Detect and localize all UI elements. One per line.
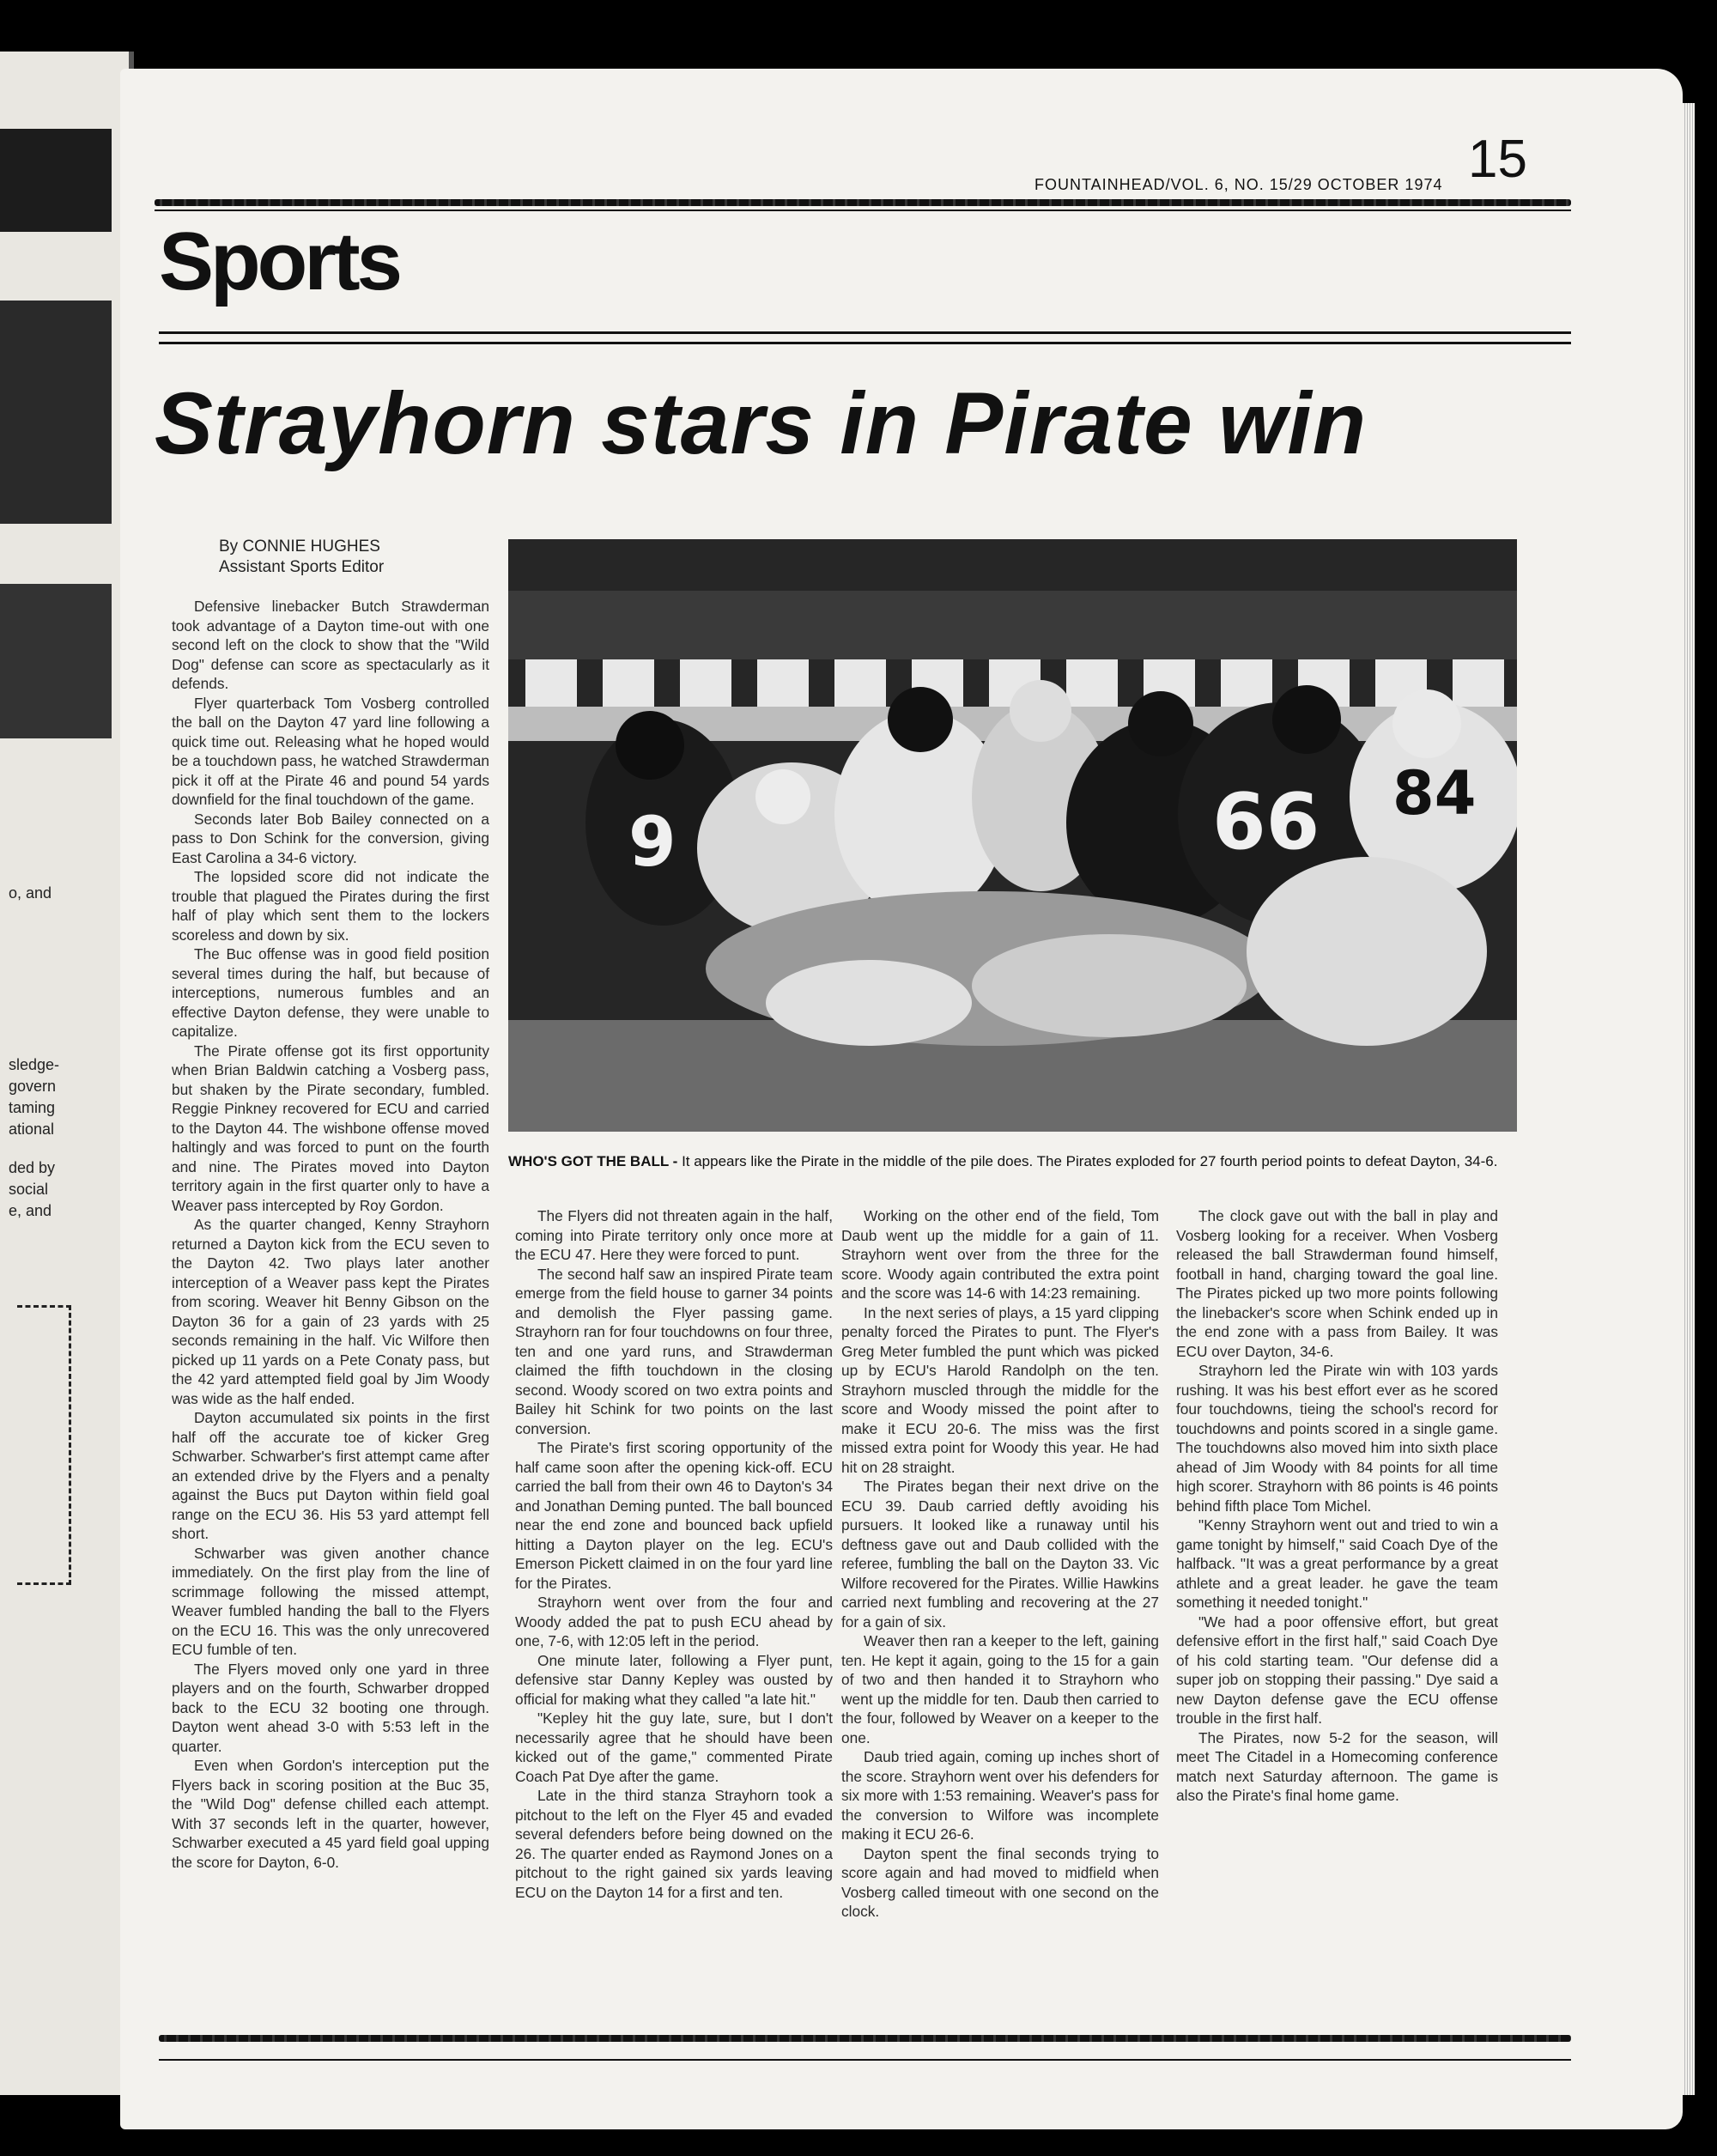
paragraph: Dayton accumulated six points in the first half off the accurate toe of kicker Greg Schwarber. Schwarber's first attempt came after an extended drive by the Flyers and a penalty against the Bucs put Dayton within field goal range on the ECU 36. His 53 yard attempt fell short. [172, 1409, 489, 1542]
footer-rule-thin [159, 2059, 1571, 2061]
svg-text:84: 84 [1392, 758, 1477, 829]
footer-rule [159, 2035, 1571, 2042]
publication-line: FOUNTAINHEAD/VOL. 6, NO. 15/29 OCTOBER 1974 [1034, 176, 1443, 193]
facing-page-photo-fragment [0, 129, 112, 232]
facing-page-photo-fragment [0, 584, 112, 738]
paragraph: Late in the third stanza Strayhorn took a pitchout to the left on the Flyer 45 and evaded several defenders before being downed on the 26. The quarter ended as Raymond Jones on a pitchout to the right gained six yards leaving ECU on the Dayton 14 for a first and ten. [515, 1787, 833, 1901]
paragraph: The second half saw an inspired Pirate team emerge from the field house to garner 34 points and demolish the Flyer passing game. Strayhorn ran for four touchdowns on four three, ten and one yard runs, and Strawderman claimed the fifth touchdown in the closing second. Woody scored on two extra points and Bailey hit Schink for two points on the last conversion. [515, 1265, 833, 1437]
paragraph: Weaver then ran a keeper to the left, gaining ten. He kept it again, going to the 15 for a gain of two and then handed it to Strayhorn who went up the middle for ten. Daub then carried to the four, followed by Weaver on a keeper to the one. [841, 1632, 1159, 1746]
section-title: Sports [159, 216, 400, 307]
facing-page-text: sledge- [9, 1056, 60, 1073]
paragraph: "Kepley hit the guy late, sure, but I don't necessarily agree that he should have been kicked out of the game," commented Pirate Coach Pat Dye after the game. [515, 1710, 833, 1785]
byline-author: By CONNIE HUGHES [219, 537, 380, 556]
paragraph: Daub tried again, coming up inches short of the score. Strayhorn went over his defenders for six more with 1:53 remaining. Weaver's pass for the conversion to Wilfore was incomplete making it ECU 26-6. [841, 1748, 1159, 1843]
header-rule [155, 199, 1571, 206]
article-column-1 [172, 597, 489, 1872]
facing-page-text: e, and [9, 1202, 52, 1219]
paragraph: One minute later, following a Flyer punt, defensive star Danny Kepley was ousted by official for making what they called "a late hit." [515, 1651, 833, 1708]
paragraph: The Flyers did not threaten again in the half, coming into Pirate territory only once more at the ECU 47. Here they were forced to punt. [515, 1207, 833, 1263]
paragraph: The Pirate's first scoring opportunity of the half came soon after the opening kick-off. ECU carried the ball from their own 46 to Dayton's 34 and Jonathan Deming punted. The ball bounced near the end zone and bounced back upfield hitting a Dayton player on the leg. ECU's Emerson Pickett claimed in on the four yard line for the Pirates. [515, 1439, 833, 1592]
photo-caption [508, 1152, 1521, 1171]
paragraph: The Pirates, now 5-2 for the season, will meet The Citadel in a Homecoming conference match next Saturday afternoon. The game is also the Pirate's final home game. [1176, 1728, 1498, 1804]
article-column-3 [841, 1206, 1159, 1922]
page-stack-edge [1683, 103, 1695, 2095]
section-rule [159, 331, 1571, 334]
paragraph: "We had a poor offensive effort, but great defensive effort in the first half," said Coach Dye of his cold starting team. "Our defense did a super job on stopping their passing." Dye said a new Dayton defense gave the ECU offense trouble in the first half. [1176, 1612, 1498, 1727]
paragraph: The lopsided score did not indicate the trouble that plagued the Pirates during the first half of play which sent them to the lockers scoreless and down by six. [172, 868, 489, 944]
article-column-4 [1176, 1206, 1498, 1806]
paragraph: The Flyers moved only one yard in three players and on the fourth, Schwarber dropped back to the ECU 32 booting one through. Dayton went ahead 3-0 with 5:53 left in the quarter. [172, 1660, 489, 1755]
paragraph: Strayhorn led the Pirate win with 103 yards rushing. It was his best effort ever as he scored four touchdowns, tieing the school's record for touchdowns and points scored in a single game. The touchdowns also moved him into sixth place ahead of Jim Woody with 84 points for all time high scorer. Strayhorn with 86 points is 46 points behind fifth place Tom Michel. [1176, 1362, 1498, 1515]
paragraph: Strayhorn went over from the four and Woody added the pat to push ECU ahead by one, 7-6, with 12:05 left in the period. [515, 1594, 833, 1649]
paragraph: "Kenny Strayhorn went out and tried to win a game tonight by himself," said Coach Dye of the halfback. "It was a great performance by a great athlete and a great leader. he gave the team something it needed tonight." [1176, 1516, 1498, 1611]
paragraph: Working on the other end of the field, Tom Daub went up the middle for a gain of 11. Strayhorn went over from the three for the score. Woody again contributed the extra point and the score was 14-6 with 14:23 remaining. [841, 1207, 1159, 1302]
byline [219, 537, 384, 578]
paragraph: Dayton spent the final seconds trying to score again and had moved to midfield when Vosberg called timeout with one second on the clock. [841, 1844, 1159, 1920]
facing-page-edge [0, 52, 134, 2095]
paragraph: Flyer quarterback Tom Vosberg controlled the ball on the Dayton 47 yard line following a quick time out. Releasing what he hoped would be a touchdown pass, he watched Strawderman pick it off at the Pirate 46 and pound 54 yards downfield for the final touchdown of the game. [172, 694, 489, 808]
facing-page-text: govern [9, 1078, 57, 1095]
facing-page-photo-fragment [0, 301, 112, 524]
facing-page-text: social [9, 1181, 49, 1198]
paragraph: In the next series of plays, a 15 yard clipping penalty forced the Pirates to punt. The Flyer's Greg Meter fumbled the punt which was picked up by ECU's Harold Randolph on the ten. Strayhorn muscled through the middle for the score and Woody missed the point after to make it ECU 20-6. The miss was the first missed extra point for Woody this year. He had hit on 28 straight. [841, 1303, 1159, 1476]
newspaper-page [120, 69, 1683, 2129]
paragraph: Schwarber was given another chance immediately. On the first play from the line of scrimmage following the missed attempt, Weaver fumbled handing the ball to the Flyers on the ECU 16. This was the only unrecovered ECU fumble of ten. [172, 1544, 489, 1658]
byline-title: Assistant Sports Editor [219, 558, 385, 576]
paragraph: The Pirate offense got its first opportunity when Brian Baldwin catching a Vosberg pass, but shaken by the Pirate secondary, fumbled. Reggie Pinkney recovered for ECU and carried to the Dayton 44. The wishbone offense moved haltingly and was forced to punt on the fourth and nine. The Pirates moved into Dayton territory again in the first quarter only to have a Weaver pass intercepted by Roy Gordon. [172, 1042, 489, 1214]
facing-page-text: taming [9, 1099, 56, 1116]
facing-page-text: ded by [9, 1159, 56, 1176]
page-number: 15 [1468, 130, 1527, 189]
game-photo-illustration [508, 539, 1517, 1132]
paragraph: Defensive linebacker Butch Strawderman took advantage of a Dayton time-out with one second left on the clock to show that the "Wild Dog" defense can score as spectacularly as it defends. [172, 598, 489, 692]
photo-caption-text: It appears like the Pirate in the middle of the pile does. The Pirates exploded for 27 fourth period points to defeat Dayton, 34-6. [682, 1153, 1498, 1169]
svg-text:9: 9 [628, 802, 676, 882]
svg-text:66: 66 [1212, 777, 1320, 867]
paragraph: As the quarter changed, Kenny Strayhorn returned a Dayton kick from the ECU seven to the Dayton 42. Two plays later another interception of a Weaver pass kept the Pirates from scoring. Weaver hit Benny Gibson on the Dayton 36 for a gain of 23 yards with 25 seconds remaining in the half. Vic Wilfore then picked up 11 yards on a Pete Conaty pass, but the 42 yard attempted field goal by Jim Woody was wide as the half ended. [172, 1216, 489, 1407]
paragraph: The Pirates began their next drive on the ECU 39. Daub carried deftly avoiding his pursuers. It looked like a runaway until his deftness gave out and Daub collided with the referee, fumbling the ball on the Dayton 33. Vic Wilfore recovered for the Pirates. Willie Hawkins carried next fumbling and recovering at the 27 for a gain of six. [841, 1478, 1159, 1631]
paragraph: The Buc offense was in good field position several times during the half, but because of interceptions, numerous fumbles and an effective Dayton defense, they were unable to capitalize. [172, 945, 489, 1040]
headline: Strayhorn stars in Pirate win [155, 374, 1368, 472]
article-column-2 [515, 1206, 833, 1902]
facing-page-dotted-border [17, 1305, 71, 1585]
paragraph: Even when Gordon's interception put the Flyers back in scoring position at the Buc 35, the "Wild Dog" defense chilled each attempt. With 37 seconds left in the quarter, however, Schwarber executed a 45 yard field goal upping the score for Dayton, 6-0. [172, 1757, 489, 1871]
header-rule-thin [155, 210, 1571, 211]
facing-page-text: ational [9, 1121, 55, 1138]
section-rule [159, 342, 1571, 344]
photo-caption-lead: WHO'S GOT THE BALL - [508, 1153, 678, 1169]
paragraph: Seconds later Bob Bailey connected on a pass to Don Schink for the conversion, giving East Carolina a 34-6 victory. [172, 810, 489, 866]
facing-page-text: o, and [9, 884, 52, 902]
paragraph: The clock gave out with the ball in play and Vosberg looking for a receiver. When Vosberg released the ball Strawderman found himself, football in hand, charging toward the goal line. The Pirates picked up two more points following the linebacker's score when Schink ended up in the end zone with a pass from Bailey. It was ECU over Dayton, 34-6. [1176, 1207, 1498, 1360]
game-photo [508, 539, 1517, 1132]
